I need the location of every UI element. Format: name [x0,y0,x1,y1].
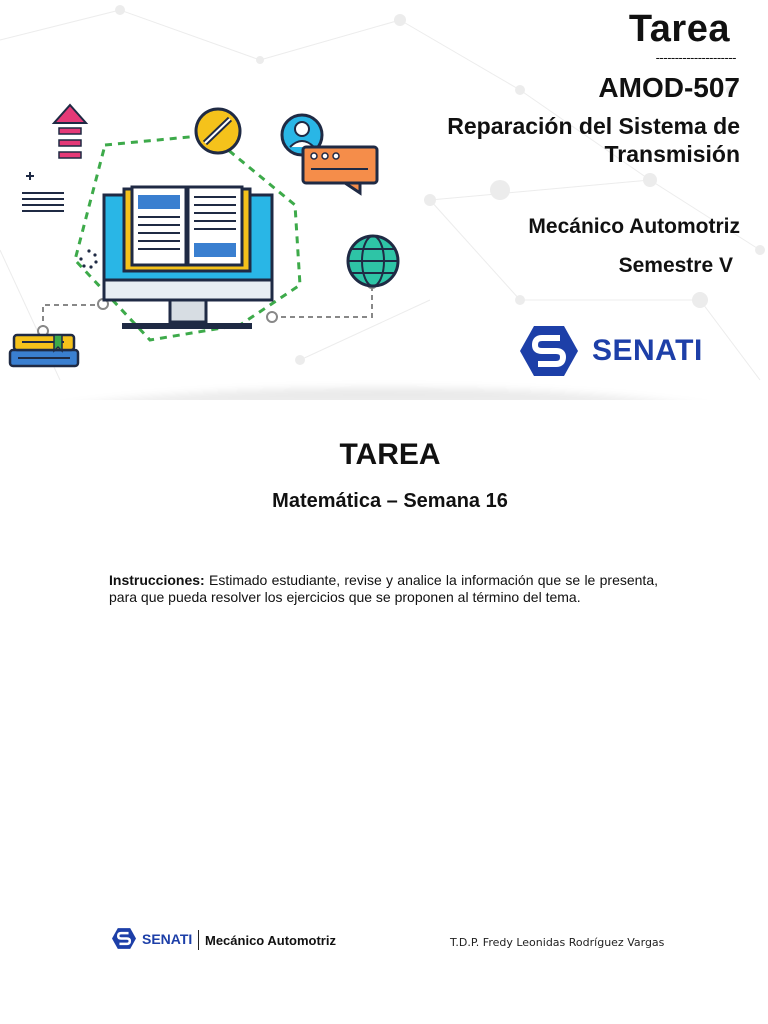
career-name: Mecánico Automotriz [528,215,740,238]
book-on-monitor-icon [104,187,272,329]
instructions-label: Instrucciones: [109,572,205,588]
pencil-icon [196,109,240,153]
up-arrow-icon [54,105,86,158]
instructions-paragraph [109,572,658,606]
senati-wordmark: SENATI [592,334,703,367]
footer-senati-logo [112,928,192,949]
document-title: TAREA [339,438,441,471]
document-subtitle: Matemática – Semana 16 [272,490,508,512]
education-illustration [0,95,410,385]
chat-bubble-icon [303,147,377,193]
course-code: AMOD-507 [598,72,740,103]
senati-emblem-icon [520,326,578,376]
footer-career: Mecánico Automotriz [205,933,336,948]
cover-header [0,0,768,400]
corner-title: Tarea [628,8,730,50]
footer-author: T.D.P. Fredy Leonidas Rodríguez Vargas [450,936,665,949]
footer-divider [198,930,199,950]
corner-title-underline: --------------------- [655,50,736,65]
text-lines-icon [22,172,64,211]
semester: Semestre V [618,254,733,277]
senati-emblem-icon [112,928,136,949]
footer-senati-wordmark: SENATI [142,930,193,947]
globe-icon [348,236,398,286]
instructions-text: Estimado estudiante, revise y analice la información que se le presenta, para que pueda resolver los ejercicios que se proponen al término del tema. [109,572,658,605]
course-name: Reparación del Sistema de Transmisión [447,113,740,167]
senati-logo [520,326,703,376]
books-stack-icon [10,335,78,366]
